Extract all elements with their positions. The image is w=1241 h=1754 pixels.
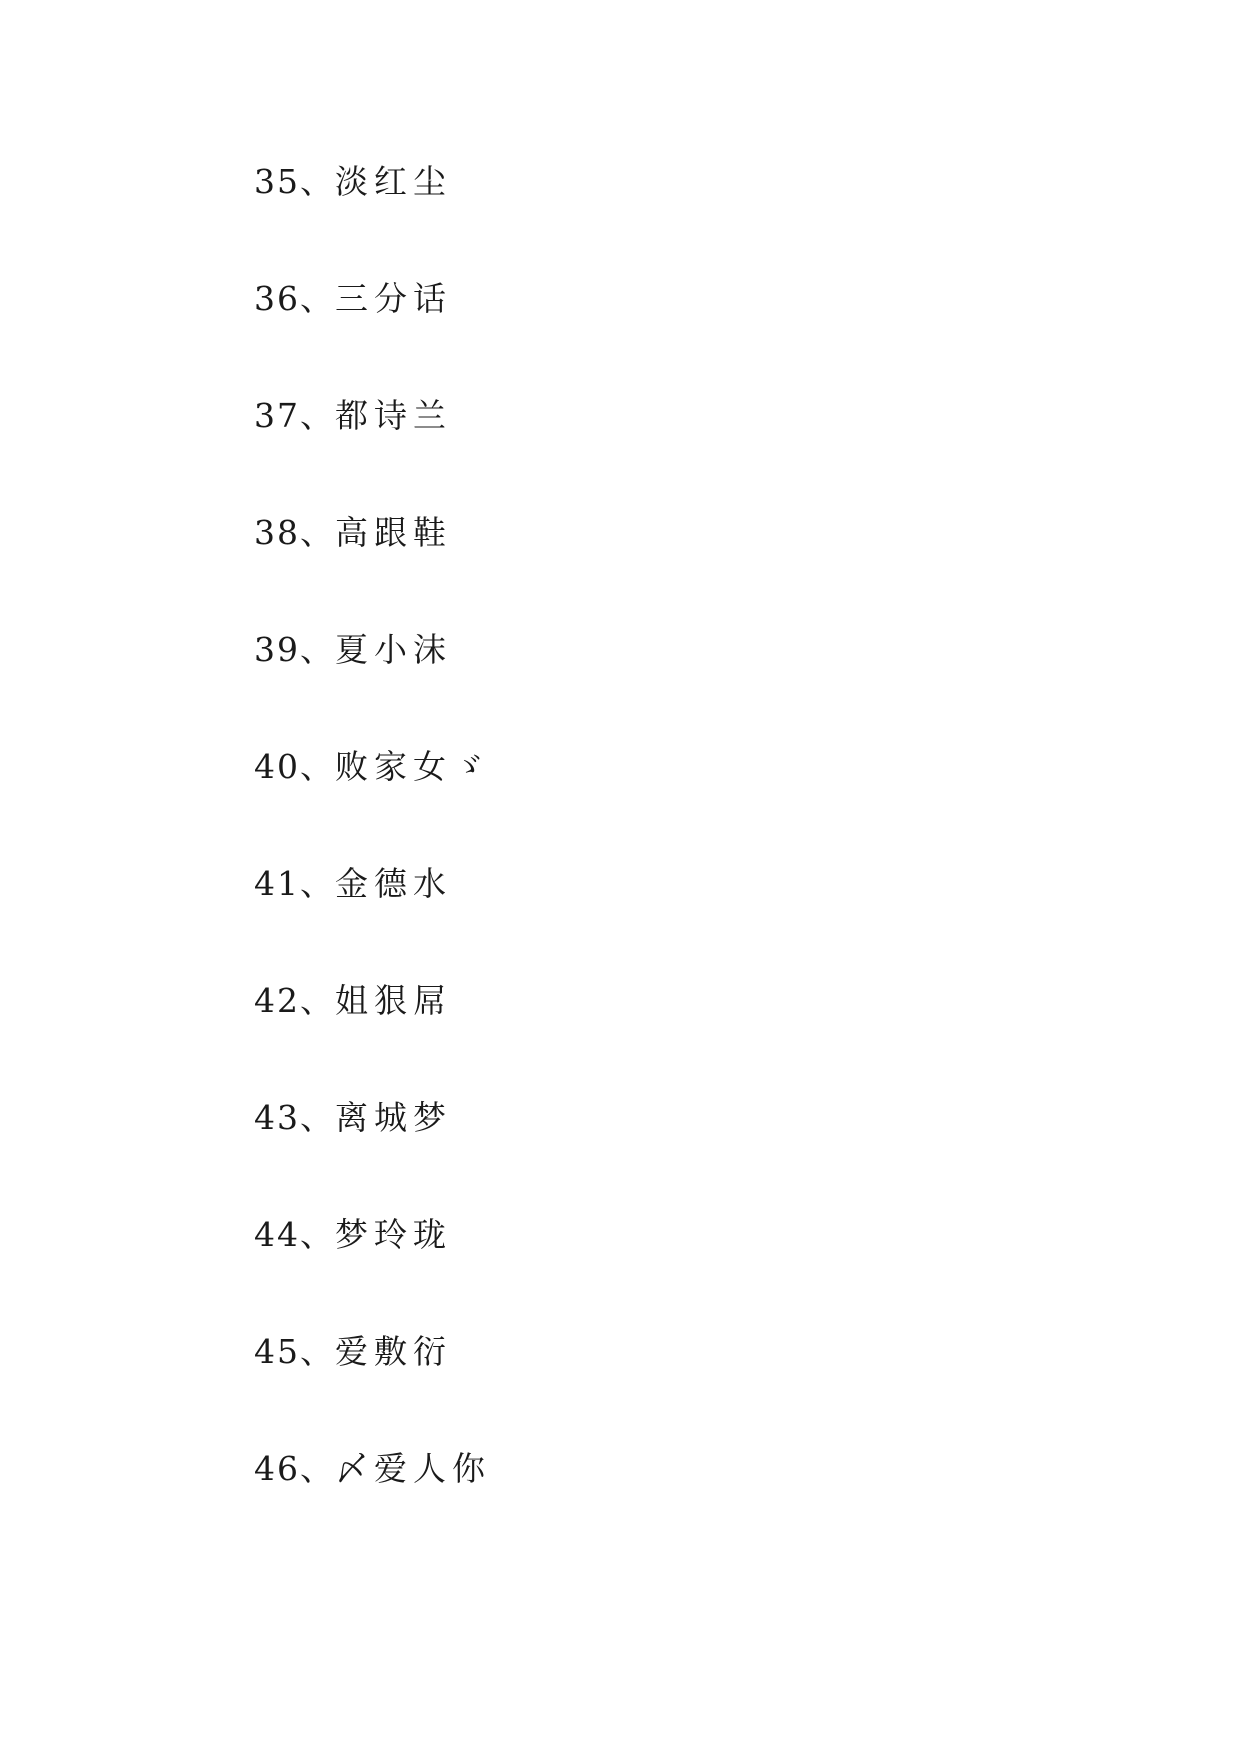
item-separator: 、 — [300, 1332, 335, 1371]
item-separator: 、 — [300, 981, 335, 1020]
item-number: 41 — [254, 864, 300, 903]
item-text: 三分话 — [335, 279, 452, 318]
item-number: 43 — [254, 1098, 300, 1137]
item-number: 42 — [254, 981, 300, 1020]
list-item — [254, 864, 491, 981]
item-text: 淡红尘 — [335, 162, 452, 201]
list-item — [254, 279, 491, 396]
item-number: 39 — [254, 630, 300, 669]
item-separator: 、 — [300, 630, 335, 669]
list-item — [254, 1098, 491, 1215]
list-item — [254, 513, 491, 630]
item-number: 46 — [254, 1449, 300, 1488]
item-separator: 、 — [300, 396, 335, 435]
item-text: 高跟鞋 — [335, 513, 452, 552]
list-item — [254, 1215, 491, 1332]
item-text: 夏小沫 — [335, 630, 452, 669]
item-separator: 、 — [300, 1098, 335, 1137]
list-item — [254, 396, 491, 513]
name-list — [254, 162, 491, 1566]
item-separator: 、 — [300, 864, 335, 903]
item-text: 离城梦 — [335, 1098, 452, 1137]
item-separator: 、 — [300, 1449, 335, 1488]
item-number: 45 — [254, 1332, 300, 1371]
list-item — [254, 630, 491, 747]
item-separator: 、 — [300, 279, 335, 318]
item-text: 姐狠屌 — [335, 981, 452, 1020]
item-separator: 、 — [300, 747, 335, 786]
item-number: 37 — [254, 396, 300, 435]
item-text: 爱敷衍 — [335, 1332, 452, 1371]
item-separator: 、 — [300, 513, 335, 552]
item-text: 梦玲珑 — [335, 1215, 452, 1254]
item-text: 都诗兰 — [335, 396, 452, 435]
list-item — [254, 747, 491, 864]
item-number: 38 — [254, 513, 300, 552]
list-item — [254, 981, 491, 1098]
list-item — [254, 162, 491, 279]
item-text: 败家女ゞ — [335, 747, 491, 786]
item-number: 44 — [254, 1215, 300, 1254]
list-item — [254, 1449, 491, 1566]
item-number: 35 — [254, 162, 300, 201]
item-text: 〆爱人你 — [335, 1449, 491, 1488]
list-item — [254, 1332, 491, 1449]
item-number: 36 — [254, 279, 300, 318]
item-text: 金德水 — [335, 864, 452, 903]
item-separator: 、 — [300, 162, 335, 201]
item-separator: 、 — [300, 1215, 335, 1254]
item-number: 40 — [254, 747, 300, 786]
